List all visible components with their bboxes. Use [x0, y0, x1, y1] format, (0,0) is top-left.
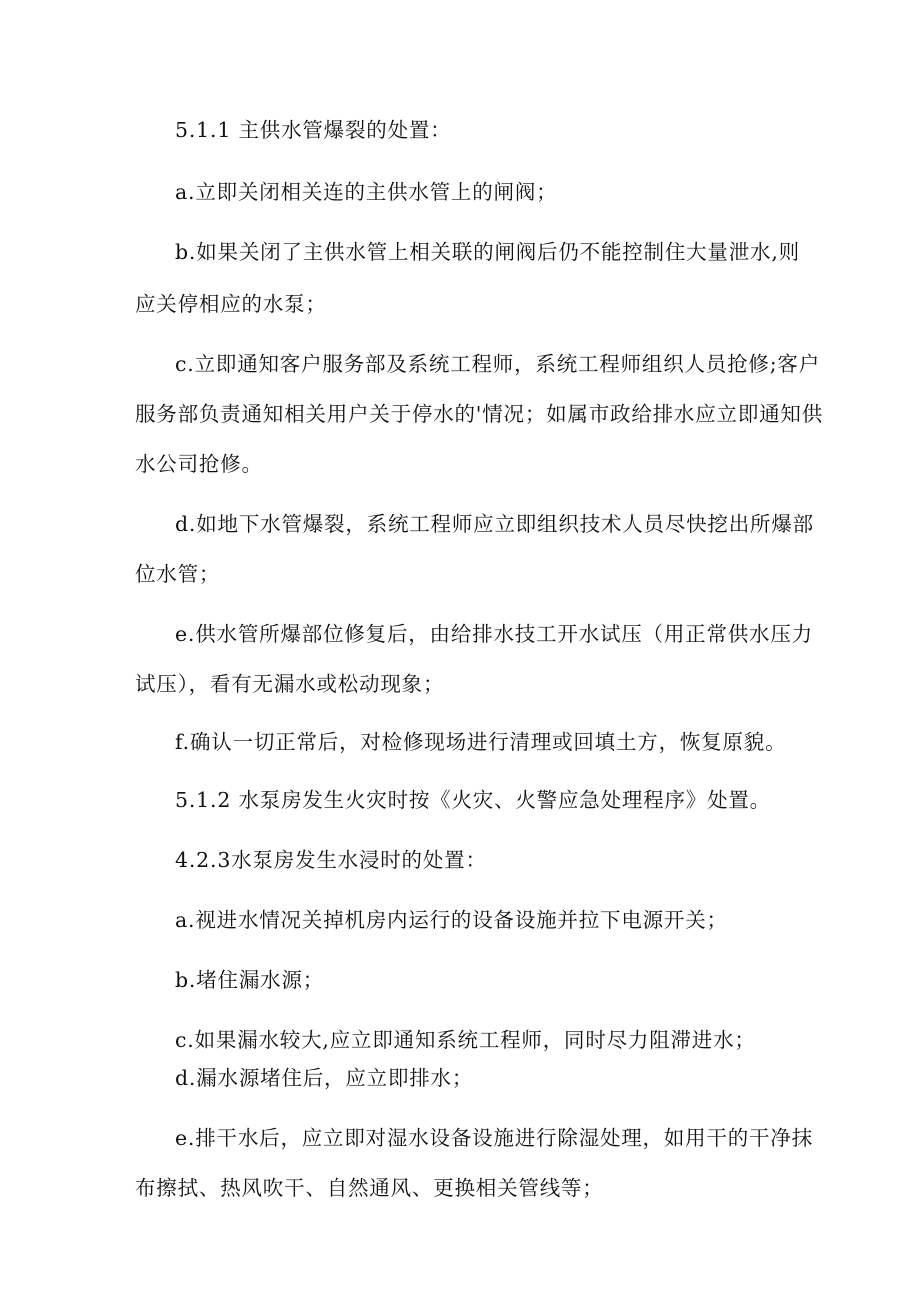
paragraph-line: a.视进水情况关掉机房内运行的设备设施并拉下电源开关； [175, 908, 728, 932]
paragraph-line: b.堵住漏水源； [175, 968, 325, 992]
heading-5-1-1: 5.1.1 主供水管爆裂的处置： [175, 118, 452, 142]
paragraph-line: f.确认一切正常后，对检修现场进行清理或回填土方，恢复原貌。 [175, 730, 787, 754]
paragraph-line: 位水管； [135, 562, 221, 586]
heading-5-1-2: 5.1.2 水泵房发生火灾时按《火灾、火警应急处理程序》处置。 [175, 788, 771, 812]
paragraph-line: e.排干水后，应立即对湿水设备设施进行除湿处理，如用干的干净抹 [175, 1126, 813, 1150]
paragraph-line: b.如果关闭了主供水管上相关联的闸阀后仍不能控制住大量泄水,则 [175, 240, 800, 264]
paragraph-line: 试压），看有无漏水或松动现象； [135, 672, 445, 696]
paragraph-line: 布擦拭、热风吹干、自然通风、更换相关管线等； [135, 1176, 604, 1200]
paragraph-line: d.漏水源堵住后，应立即排水； [175, 1066, 474, 1090]
heading-4-2-3: 4.2.3水泵房发生水浸时的处置： [175, 848, 487, 872]
paragraph-line: 水公司抢修。 [135, 452, 263, 476]
paragraph-line: d.如地下水管爆裂，系统工程师应立即组织技术人员尽快挖出所爆部 [175, 512, 814, 536]
paragraph-line: c.立即通知客户服务部及系统工程师，系统工程师组织人员抢修;客户 [175, 352, 821, 376]
paragraph-line: e.供水管所爆部位修复后，由给排水技工开水试压（用正常供水压力 [175, 622, 813, 646]
paragraph-line: 应关停相应的水泵； [135, 292, 327, 316]
paragraph-line: c.如果漏水较大,应立即通知系统工程师，同时尽力阻滞进水； [175, 1028, 756, 1052]
paragraph-line: a.立即关闭相关连的主供水管上的闸阀； [175, 180, 558, 204]
paragraph-line: 服务部负责通知相关用户关于停水的'情况；如属市政给排水应立即通知供 [135, 402, 824, 426]
